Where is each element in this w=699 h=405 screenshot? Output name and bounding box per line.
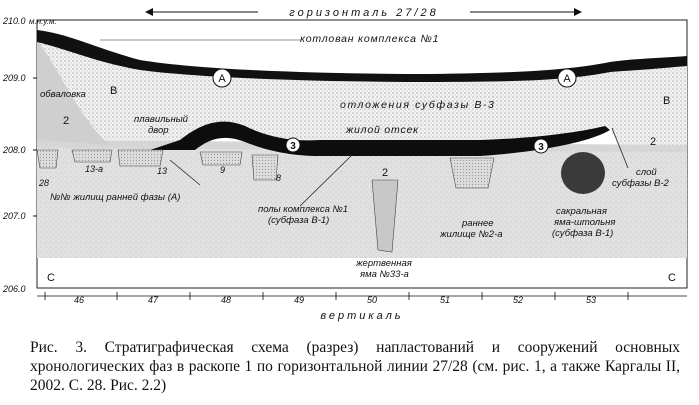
marker-C-left: С — [47, 272, 55, 284]
vertical-tick-52: 52 — [513, 295, 524, 305]
dwelling-13 — [118, 150, 163, 166]
marker-B-right: В — [663, 95, 671, 107]
marker-2-center: 2 — [382, 167, 389, 179]
horizontal-header — [145, 7, 582, 19]
vertical-tick-48: 48 — [221, 295, 232, 305]
marker-C-right: С — [668, 272, 676, 284]
label-sakr-3: (субфаза В-1) — [552, 228, 614, 239]
label-obvalovka: обваловка — [40, 89, 86, 100]
svg-text:3: 3 — [290, 141, 296, 152]
marker-2-right: 2 — [650, 136, 657, 148]
label-zhertv-2: яма №33-а — [360, 269, 409, 280]
elevation-tick-206: 206.0 — [3, 284, 26, 294]
label-sloy-2: субфазы В-2 — [612, 178, 669, 189]
label-kotlovan: котлован комплекса №1 — [300, 33, 440, 45]
label-poly-1: полы комплекса №1 — [258, 204, 349, 215]
vertical-tick-50: 50 — [367, 295, 378, 305]
label-otlozhenia: отложения субфазы В-3 — [340, 99, 496, 111]
elevation-tick-209: 209.0 — [3, 73, 26, 83]
marker-3-2 — [534, 139, 548, 153]
vertical-tick-47: 47 — [148, 295, 159, 305]
dwelling-9 — [200, 152, 242, 165]
vertical-axis-label: вертикаль — [320, 310, 404, 322]
svg-text:горизонталь 27/28: горизонталь 27/28 — [289, 7, 439, 19]
marker-A-1 — [213, 69, 231, 87]
elevation-tick-208: 208.0 — [3, 145, 26, 155]
label-28: 28 — [39, 178, 50, 188]
label-13: 13 — [157, 166, 168, 176]
svg-text:А: А — [563, 73, 571, 85]
marker-2-left: 2 — [63, 115, 70, 127]
label-dvor: двор — [148, 125, 169, 136]
marker-A-2 — [558, 69, 576, 87]
elevation-tick-210: 210.0 — [3, 16, 26, 26]
dwelling-28 — [37, 150, 58, 168]
elevation-unit: м.н.у.м. — [29, 17, 57, 26]
label-rannee-1: раннее — [462, 218, 494, 229]
sacral-pit — [561, 152, 605, 194]
vertical-tick-51: 51 — [440, 295, 451, 305]
label-sloy-1: слой — [636, 167, 657, 178]
label-9: 9 — [220, 165, 226, 175]
label-sakr-2: яма-штольня — [554, 217, 616, 228]
early-dwelling-2a — [450, 158, 494, 188]
figure-caption: Рис. 3. Стратиграфическая схема (разрез) напластований и сооружений основных хронологических фаз в раскопе 1 по горизонтальной линии 27/28 (см. рис. 1, а также Каргалы II, 2002. С. 28. Рис. 2.2) — [30, 339, 680, 394]
elevation-tick-207: 207.0 — [3, 211, 26, 221]
vertical-tick-53: 53 — [586, 295, 597, 305]
vertical-axis — [37, 292, 687, 322]
label-zhiloy: жилой отсек — [346, 124, 419, 136]
svg-text:3: 3 — [538, 142, 544, 153]
marker-B-left: В — [110, 85, 118, 97]
vertical-tick-46: 46 — [74, 295, 85, 305]
label-rannee-2: жилище №2-а — [440, 229, 503, 240]
label-8: 8 — [276, 173, 282, 183]
dwelling-13a — [72, 150, 112, 162]
marker-3-1 — [286, 138, 300, 152]
svg-text:А: А — [218, 73, 226, 85]
label-zhilishcha: №№ жилищ ранней фазы (А) — [50, 192, 181, 203]
label-plavilny: плавильный — [134, 114, 188, 125]
label-13a: 13-а — [85, 164, 104, 174]
vertical-tick-49: 49 — [294, 295, 305, 305]
dwelling-8 — [252, 155, 278, 180]
label-poly-2: (субфаза В-1) — [268, 215, 330, 226]
label-zhertv-1: жертвенная — [356, 258, 412, 269]
label-sakr-1: сакральная — [556, 206, 607, 217]
